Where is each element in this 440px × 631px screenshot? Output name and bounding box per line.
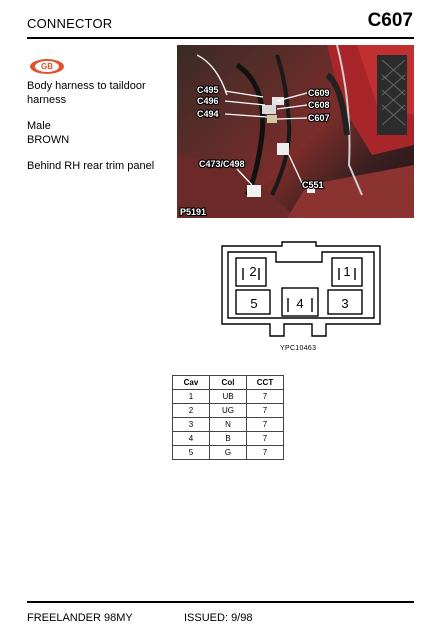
connector-colour: BROWN — [27, 134, 70, 146]
header-cct: CCT — [247, 376, 284, 390]
connector-face-diagram — [218, 238, 384, 342]
cell-cav: 2 — [173, 404, 210, 418]
footer-issued: ISSUED: 9/98 — [184, 612, 253, 624]
cell-cct: 7 — [247, 446, 284, 460]
table-row — [173, 432, 284, 446]
cell-col: N — [210, 418, 247, 432]
callout-c494: C494 — [197, 109, 219, 119]
callout-c607: C607 — [308, 113, 330, 123]
callout-c496: C496 — [197, 96, 219, 106]
connector-location: Behind RH rear trim panel — [27, 160, 155, 172]
table-row — [173, 390, 284, 404]
cell-cct: 7 — [247, 432, 284, 446]
gb-badge-text: GB — [35, 61, 59, 72]
callout-c609: C609 — [308, 88, 330, 98]
table-row — [173, 404, 284, 418]
cell-cct: 7 — [247, 404, 284, 418]
cavity-table — [172, 375, 284, 460]
pin-5-label: 5 — [250, 296, 258, 311]
connector-gender: Male — [27, 120, 51, 132]
cell-col: B — [210, 432, 247, 446]
photo-code: P5191 — [180, 207, 207, 217]
table-header-row — [173, 376, 284, 390]
figure-code: YPC10463 — [280, 345, 317, 352]
harness-description: Body harness to taildoor harness — [27, 80, 146, 106]
callout-c473-c498: C473/C498 — [199, 159, 245, 169]
footer-rule — [27, 601, 414, 603]
connector-code: C607 — [367, 10, 413, 31]
cell-cav: 3 — [173, 418, 210, 432]
cell-cav: 4 — [173, 432, 210, 446]
cell-cct: 7 — [247, 418, 284, 432]
footer-model: FREELANDER 98MY — [27, 612, 133, 624]
cell-col: UG — [210, 404, 247, 418]
page-title: CONNECTOR — [27, 16, 113, 31]
cell-col: UB — [210, 390, 247, 404]
cell-cav: 1 — [173, 390, 210, 404]
pin-3-label: 3 — [341, 296, 349, 311]
header-rule — [27, 37, 414, 39]
pin-1-label: 1 — [343, 264, 351, 279]
cell-cct: 7 — [247, 390, 284, 404]
table-row — [173, 446, 284, 460]
table-row — [173, 418, 284, 432]
callout-c608: C608 — [308, 100, 330, 110]
header-cav: Cav — [173, 376, 210, 390]
pin-2-label: 2 — [249, 264, 257, 279]
location-photo-drawing — [177, 45, 414, 218]
callout-c551: C551 — [302, 180, 324, 190]
cell-col: G — [210, 446, 247, 460]
pin-4-label: 4 — [296, 296, 304, 311]
location-photo — [177, 45, 414, 218]
header-col: Col — [210, 376, 247, 390]
callout-c495: C495 — [197, 85, 219, 95]
cell-cav: 5 — [173, 446, 210, 460]
gb-badge-icon — [30, 59, 64, 74]
